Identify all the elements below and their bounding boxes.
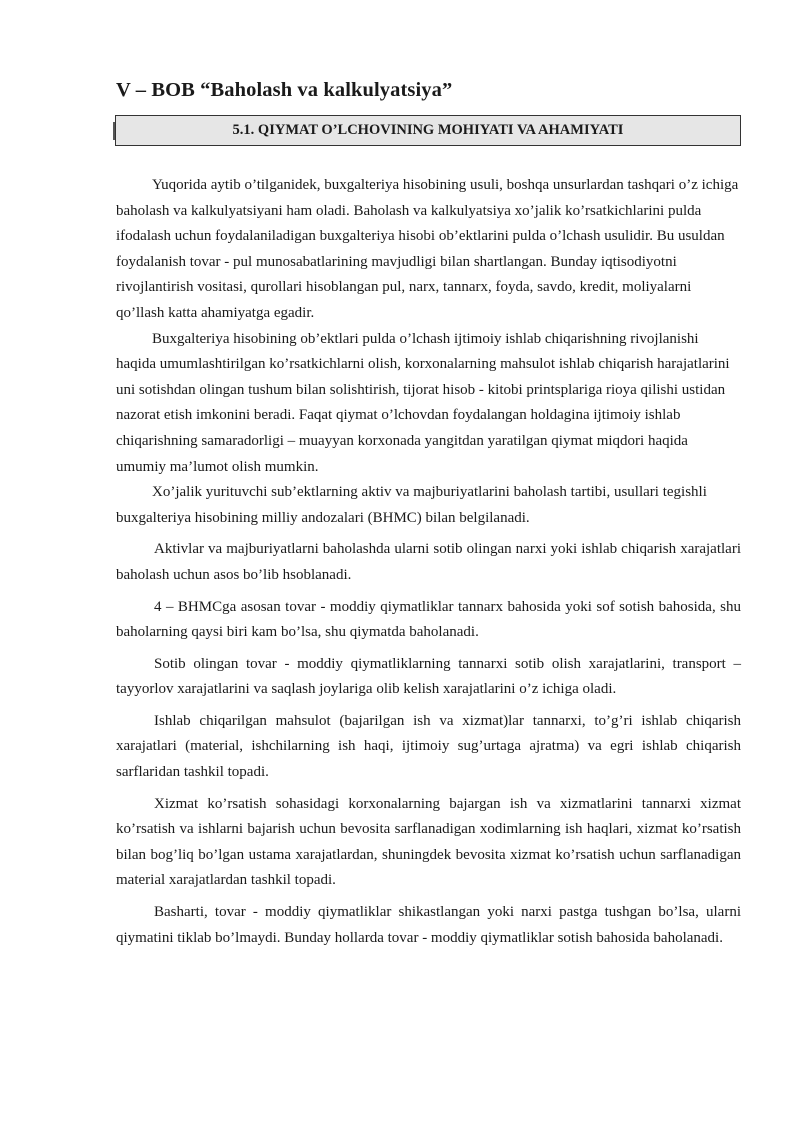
paragraph-text: Basharti, tovar - moddiy qiymatliklar shikastlangan yoki narxi pastga tushgan bo’lsa, ularni qiymatini tiklab bo’lmaydi. Bunday hollarda tovar - moddiy qiymatliklar sotish bahosida baholanadi. (116, 904, 741, 946)
section-title-box (115, 115, 741, 146)
paragraph-text: Buxgalteriya hisobining ob’ektlari pulda o’lchash ijtimoiy ishlab chiqarishning rivojlanishi haqida umumlashtirilgan ko’rsatkichlarni olish, korxonalarning mahsulot ishlab chiqarish harajatlarini uni sotishdan olingan tushum bilan solishtirish, tijorat hisob - kitobi printsplariga rioya qilishi ustidan nazorat etish imkonini beradi. Faqat qiymat o’lchovdan foydalangan holdagina ijtimoiy ishlab chiqarishning samaradorligi – muayyan korxonada yangitdan yaratilgan qiymat miqdori haqida umumiy ma’lumot olish mumkin. (116, 330, 730, 475)
paragraph (116, 327, 741, 481)
body-text (116, 173, 741, 951)
paragraph (116, 709, 741, 786)
paragraph (116, 595, 741, 646)
paragraph (116, 173, 741, 327)
paragraph (116, 900, 741, 951)
paragraph (116, 480, 741, 531)
paragraph-text: 4 – BHMCga asosan tovar - moddiy qiymatliklar tannarx bahosida yoki sof sotish bahosida, shu baholarning qaysi biri kam bo’lsa, shu qiymatda baholanadi. (116, 598, 741, 641)
section-title: 5.1. QIYMAT O’LCHOVINING MOHIYATI VA AHAMIYATI (232, 122, 624, 138)
paragraph (116, 537, 741, 588)
paragraph (116, 792, 741, 894)
paragraph-text: Xo’jalik yurituvchi sub’ektlarning aktiv va majburiyatlarini baholash tartibi, usullari tegishli buxgalteriya hisobining milliy andozalari (BHMC) bilan belgilanadi. (116, 484, 707, 526)
paragraph-text: Yuqorida aytib o’tilganidek, buxgalteriya hisobining usuli, boshqa unsurlardan tashqari o’z ichiga baholash va kalkulyatsiyani ham oladi. Baholash va kalkulyatsiya xo’jalik ko’rsatkichlarini pulda ifodalash uchun foydalaniladigan buxgalteriya hisobi ob’ektlarini pulda o’lchash usulidir. Bu usuldan foydalanish tovar - pul munosabatlarining mavjudligi bilan shartlangan. Bunday iqtisodiyotni rivojlantirish vositasi, qurollari hisoblangan pul, narx, tannarx, foyda, savdo, kredit, moliyalarni qo’llash katta ahamiyatga egadir. (116, 177, 739, 321)
paragraph-text: Xizmat ko’rsatish sohasidagi korxonalarning bajargan ish va xizmatlarini tannarxi xizmat ko’rsatish va ishlarni bajarish uchun bevosita sarflanadigan xodimlarning ish haqlari, xizmat ko’rsatish bilan bog’liq bo’lgan ustama xarajatlardan, shuningdek bevosita xizmat ko’rsatish uchun sarflanadigan material xarajatlardan tashkil topadi. (116, 795, 741, 889)
paragraph-text: Ishlab chiqarilgan mahsulot (bajarilgan ish va xizmat)lar tannarxi, to’g’ri ishlab chiqarish xarajatlari (material, ishchilarning ish haqi, ijtimoiy sug’urtaga ajratma) va egri ishlab chiqarish sarflaridan tashkil topadi. (116, 712, 741, 781)
paragraph (116, 652, 741, 703)
paragraph-text: Sotib olingan tovar - moddiy qiymatliklarning tannarxi sotib olish xarajatlarini, transport – tayyorlov xarajatlarini va saqlash joylariga olib kelish xarajatlarini o’z ichiga oladi. (116, 655, 741, 698)
chapter-title: V – BOB “Baholash va kalkulyatsiya” (116, 79, 453, 101)
paragraph-text: Aktivlar va majburiyatlarni baholashda ularni sotib olingan narxi yoki ishlab chiqarish xarajatlari baholash uchun asos bo’lib hsoblanadi. (116, 541, 741, 583)
